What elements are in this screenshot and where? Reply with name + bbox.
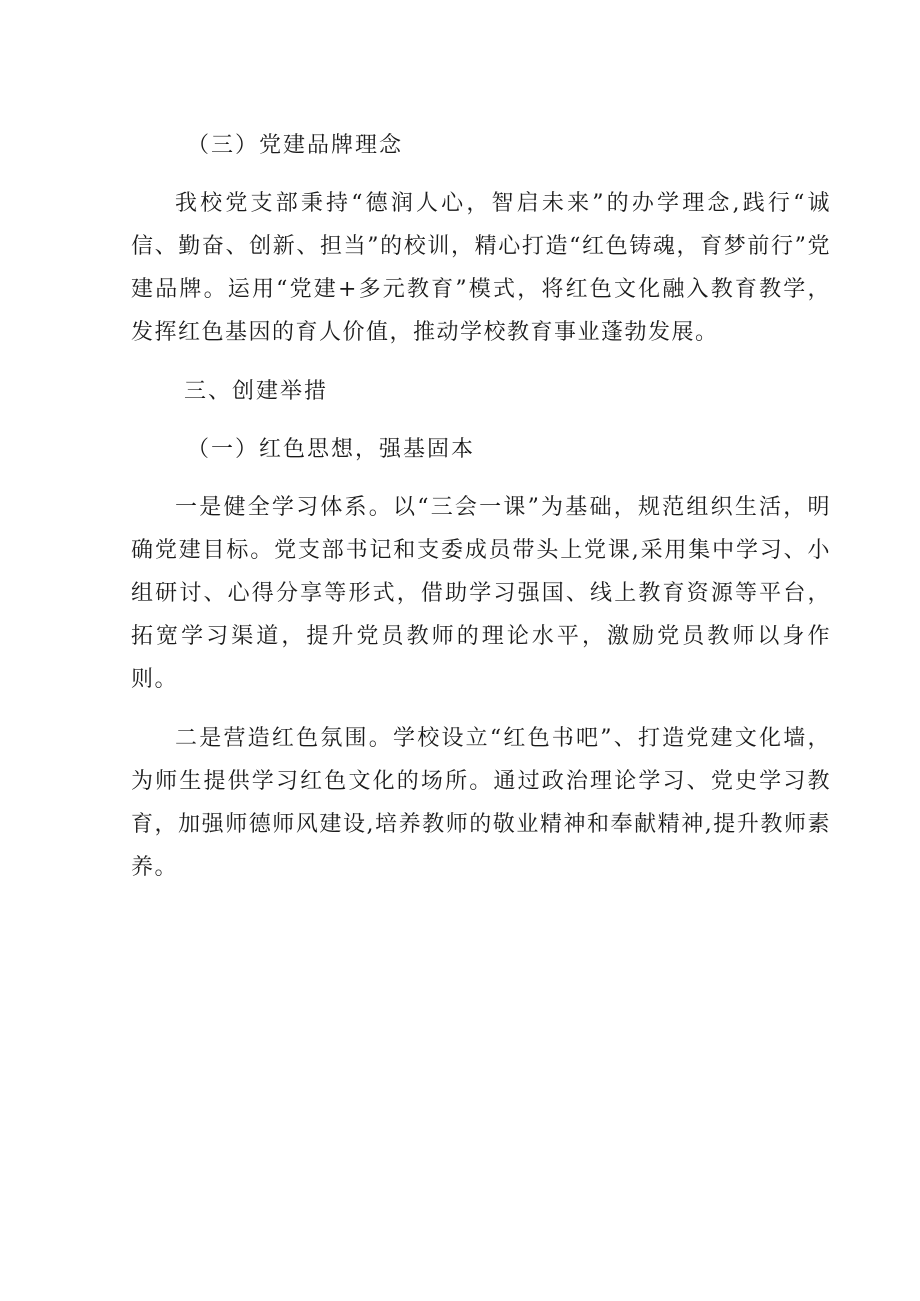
section-heading-party-brand-concept: （三）党建品牌理念 bbox=[187, 133, 404, 158]
document-body bbox=[131, 124, 831, 889]
spacer bbox=[131, 471, 831, 486]
section-heading-creation-measures: 三、创建举措 bbox=[184, 379, 329, 404]
subsection-heading-red-thought: （一）红色思想，强基固本 bbox=[187, 437, 476, 462]
paragraph-party-brand-concept: 我校党支部秉持“德润人心，智启未来”的办学理念,践行“诚信、勤奋、创新、担当”的校训，精心打造“红色铸魂，育梦前行”党建品牌。运用“党建+多元教育”模式，将红色文化融入教育教学，发挥红色基因的育人价值，推动学校教育事业蓬勃发展。 bbox=[131, 191, 831, 345]
spacer bbox=[131, 167, 831, 182]
spacer bbox=[131, 413, 831, 428]
paragraph-study-system: 一是健全学习体系。以“三会一课”为基础，规范组织生活，明确党建目标。党支部书记和支委成员带头上党课,采用集中学习、小组研讨、心得分享等形式，借助学习强国、线上教育资源等平台，拓宽学习渠道，提升党员教师的理论水平，激励党员教师以身作则。 bbox=[131, 495, 831, 692]
spacer bbox=[131, 354, 831, 370]
paragraph-red-atmosphere: 二是营造红色氛围。学校设立“红色书吧”、打造党建文化墙，为师生提供学习红色文化的场所。通过政治理论学习、党史学习教育，加强师德师风建设,培养教师的敬业精神和奉献精神,提升教师素养。 bbox=[131, 726, 831, 880]
spacer bbox=[131, 701, 831, 717]
